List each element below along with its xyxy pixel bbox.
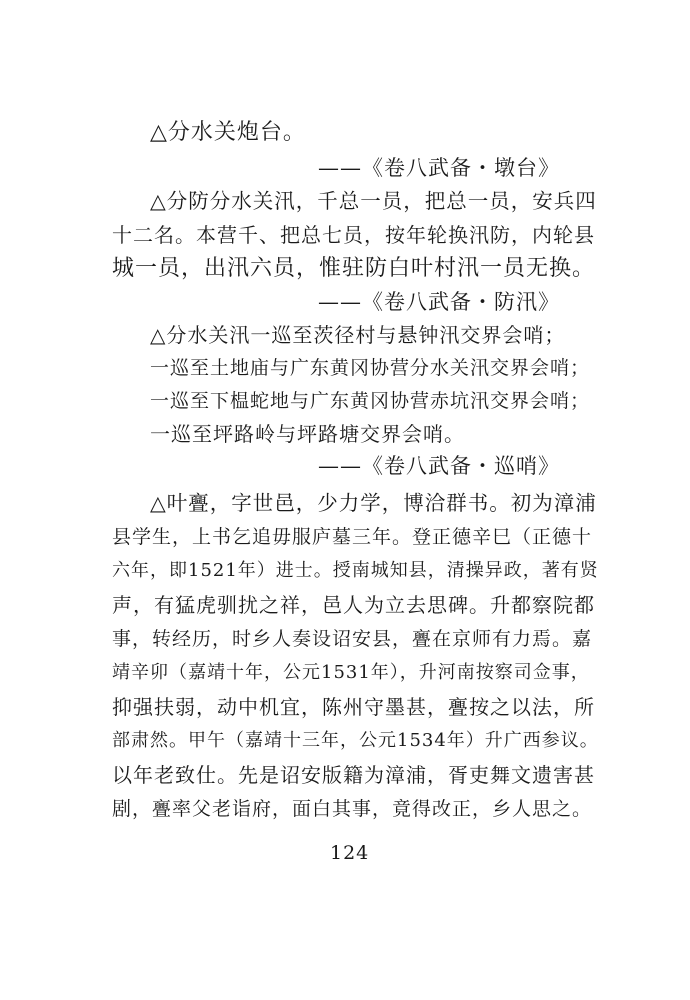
text-line: 一巡至坪路岭与坪路塘交界会哨。: [150, 422, 465, 446]
text-line: 一巡至下榅蛇地与广东黄冈协营赤坑汛交界会哨；: [150, 390, 591, 412]
text-line: 城一员，出汛六员，惟驻防白叶村汛一员无换。: [112, 256, 596, 281]
text-line: 事，转经历，时乡人奏设诏安县，亹在京师有力焉。嘉: [112, 628, 593, 650]
citation-fangxun: ——《卷八武备・防汛》: [318, 290, 560, 314]
page-number: 124: [330, 842, 370, 864]
citation-duntai: ——《卷八武备・墩台》: [318, 156, 560, 180]
text-line: 部肃然。甲午（嘉靖十三年，公元1534年）升广西参议。: [112, 730, 599, 751]
text-line: 抑强扶弱，动中机宜，陈州守墨甚，亹按之以法，所: [112, 695, 595, 719]
text-line: 一巡至土地庙与广东黄冈协营分水关汛交界会哨；: [150, 357, 591, 379]
entry-paoitai-heading: △分水关炮台。: [150, 120, 306, 145]
citation-xunshao: ——《卷八武备・巡哨》: [318, 454, 560, 478]
text-line: 声，有猛虎驯扰之祥，邑人为立去思碑。升都察院都: [112, 593, 595, 617]
text-line: 以年老致仕。先是诏安版籍为漳浦，胥吏舞文遗害甚: [112, 763, 595, 787]
text-line: 县学生，上书乞追毋服庐墓三年。登正德辛巳（正德十: [112, 526, 593, 548]
text-line: △分水关汛一巡至茨径村与悬钟汛交界会哨；: [150, 323, 566, 347]
text-line: △分防分水关汛，千总一员，把总一员，安兵四: [150, 189, 597, 213]
text-line: 六年，即1521年）进士。授南城知县，清操异政，著有贤: [112, 560, 599, 581]
text-line: 剧，亹率父老诣府，面白其事，竟得改正，乡人思之。: [112, 798, 593, 820]
text-line: 靖辛卯（嘉靖十年，公元1531年），升河南按察司佥事，: [112, 662, 590, 683]
text-line: 十二名。本营千、把总七员，按年轮换汛防，内轮县: [112, 223, 595, 247]
text-line: △叶亹，字世邑，少力学，博洽群书。初为漳浦: [150, 491, 597, 515]
